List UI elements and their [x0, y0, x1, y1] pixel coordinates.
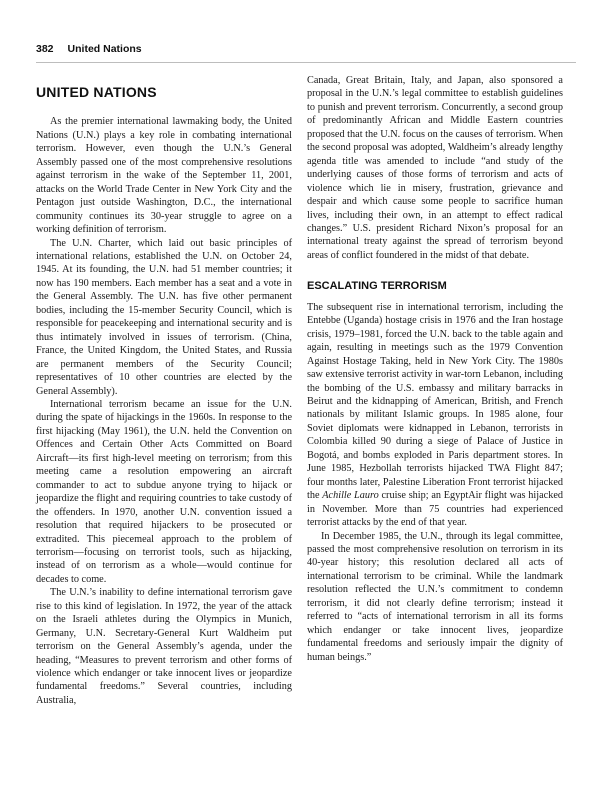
running-head — [36, 43, 142, 55]
paragraph: In December 1985, the U.N., through its legal committee, passed the most comprehensive resolution on terrorism in its 40-year history; this resolution declared all acts of international terrorism to be criminal. While the landmark resolution reflected the U.N.’s commitment to condemn terrorism, it did not clearly define terrorism; instead it referred to “acts of international terrorism in all its forms which endanger or take innocent lives, jeopardize fundamental freedoms and seriously impair the dignity of human beings.” — [307, 530, 563, 663]
paragraph: International terrorism became an issue for the U.N. during the spate of hijackings in the 1960s. In response to the first hijacking (May 1961), the U.N. held the Convention on Offences and Certain Other Acts Committed on Board Aircraft—its first high-level meeting on terrorism; from this meeting came a resolution empowering an aircraft commander to act to subdue anyone trying to hijack or jeopardize the flight and requiring countries to take custody of the offenders. In 1970, another U.N. convention issued a resolution that required hijackers to be prosecuted or extradited. This piecemeal approach to the problem of terrorism—focusing on terrorist tools, such as hijacking, instead of on terrorism as a whole—would continue for decades to come. — [36, 398, 292, 585]
right-column — [307, 74, 563, 664]
paragraph-text: cruise ship; an EgyptAir flight was hijacked in November. More than 75 countries had experienced terrorist attacks by the end of that year. — [307, 490, 564, 529]
section-heading: ESCALATING TERRORISM — [307, 280, 447, 293]
paragraph: The U.N. Charter, which laid out basic principles of international relations, established the U.N. on October 24, 1945. At its founding, the U.N. had 51 member countries; it now has 190 members. Each member has a seat and a vote in the General Assembly. The U.N. has five other permanent bodies, including the 15-member Security Council, which is responsible for peacekeeping and international security and is thus intimately involved in issues of terrorism. (China, France, the United Kingdom, the United States, and Russia are permanent members of the Security Council; representatives of 10 other countries are elected by the General Assembly). — [36, 237, 292, 397]
paragraph: As the premier international lawmaking body, the United Nations (U.N.) plays a key role in combating international terrorism. However, even though the U.N.’s General Assembly passed one of the most comprehensive resolutions against terrorism in the wake of the September 11, 2001, attacks on the World Trade Center in New York City and the Pentagon just outside Washington, D.C., the international community continues its 30-year struggle to agree on a working definition of terrorism. — [36, 116, 292, 236]
entry-title: UNITED NATIONS — [36, 84, 157, 100]
page-number: 382 — [36, 43, 54, 55]
header-rule — [36, 62, 576, 63]
paragraph-text: The subsequent rise in international terrorism, including the Entebbe (Uganda) hostage crisis in 1976 and the Iran hostage crisis, 1979–1981, forced the U.N. back to the table again and again, resulting in meetings such as the 1979 Convention Against Hostage Taking, held in New York City. The 1980s saw extensive terrorist activity in war-torn Lebanon, including the bombing of the U.S. embassy and military barracks in Beirut and the kidnapping of American, British, and French nationals by militant Islamic groups. In 1985 alone, four Soviet diplomats were kidnapped in Lebanon, terrorists in Colombia killed 90 during a siege of Palace of Justice in Bogotá, and bombs exploded in Paris department stores. In June 1985, Hezbollah terrorists hijacked TWA Flight 847; four months later, Palestine Liberation Front terrorist hijacked the — [307, 301, 563, 502]
ship-name-italic: Achille Lauro — [322, 490, 379, 502]
paragraph: The U.N.’s inability to define international terrorism gave rise to this kind of legislation. In 1972, the year of the attack on the Israeli athletes during the Olympics in Munich, Germany, U.N. Secretary-General Kurt Waldheim put terrorism on the General Assembly’s agenda, under the heading, “Measures to prevent terrorism and other forms of violence which endanger or take innocent lives or jeopardize fundamental freedoms.” Several countries, including Australia, — [36, 587, 292, 706]
paragraph: Canada, Great Britain, Italy, and Japan, also sponsored a proposal in the U.N.’s legal committee to establish guidelines to punish and prevent terrorism. Concurrently, a second group of predominantly African and Middle Eastern countries proposed that the U.N. focus on the causes of terrorism. When the second proposal was adopted, Waldheim’s already lengthy agenda title was amended to include “and study of the underlying causes of those forms of terrorism and acts of violence which lie in misery, frustration, grievance and despair and which cause some people to sacrifice human lives, including their own, in an attempt to effect radical changes.” U.S. president Richard Nixon’s proposal for an international treaty against the spread of terrorism beyond areas of conflict foundered in the midst of that debate. — [307, 75, 563, 261]
running-head-title: United Nations — [67, 43, 142, 55]
left-column — [36, 74, 292, 707]
paragraph — [307, 301, 563, 530]
